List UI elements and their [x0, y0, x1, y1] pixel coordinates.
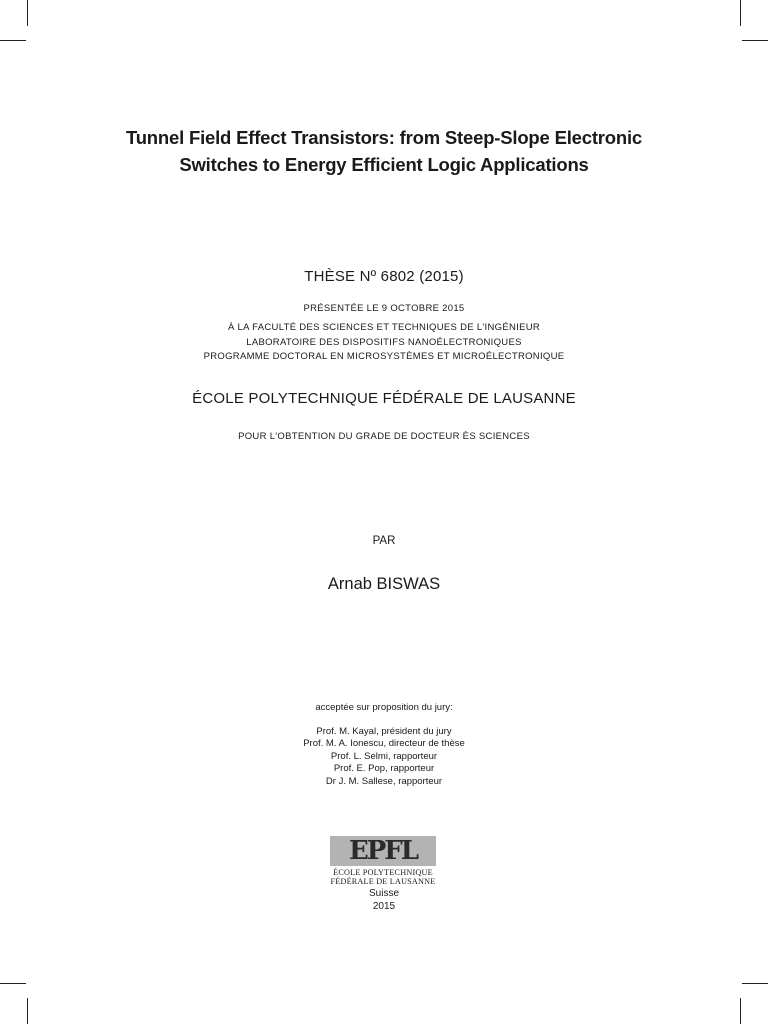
country: Suisse: [368, 888, 399, 899]
jury-member: Prof. E. Pop, rapporteur: [333, 763, 435, 775]
jury-member: Prof. M. Kayal, président du jury: [316, 726, 452, 737]
par-label: PAR: [372, 535, 396, 547]
crop-mark: [742, 40, 768, 41]
crop-mark: [0, 983, 26, 984]
place-and-year: [0, 888, 768, 913]
jury-member: Prof. M. A. Ionescu, directeur de thèse: [303, 738, 465, 750]
school-name: ÉCOLE POLYTECHNIQUE FÉDÉRALE DE LAUSANNE: [192, 390, 576, 407]
author-name: Arnab BISWAS: [327, 575, 441, 593]
thesis-number: THÈSE Nº 6802 (2015): [304, 268, 464, 285]
crop-mark: [740, 0, 741, 26]
faculty-block: [0, 321, 768, 365]
laboratory-line: LABORATOIRE DES DISPOSITIFS NANOÉLECTRONIQUES: [246, 336, 522, 348]
crop-mark: [27, 998, 28, 1024]
crop-mark: [27, 0, 28, 26]
program-line: PROGRAMME DOCTORAL EN MICROSYSTÈMES ET MICROÉLECTRONIQUE: [203, 351, 565, 362]
logo-subtitle-line: ÉCOLE POLYTECHNIQUE: [333, 868, 433, 877]
logo-mark: EPFL: [348, 836, 418, 866]
year: 2015: [372, 900, 396, 912]
presentation-date: PRÉSENTÉE LE 9 OCTOBRE 2015: [303, 303, 465, 314]
jury-intro: acceptée sur proposition du jury:: [315, 702, 453, 713]
thesis-title-line: Switches to Energy Efficient Logic Applications: [179, 154, 589, 175]
logo-subtitle-line: FÉDÉRALE DE LAUSANNE: [330, 877, 436, 886]
logo-subtitle: [330, 868, 436, 886]
degree-line: POUR L'OBTENTION DU GRADE DE DOCTEUR ÈS SCIENCES: [238, 431, 530, 442]
jury-member: Prof. L. Selmi, rapporteur: [330, 750, 438, 762]
jury-member: Dr J. M. Sallese, rapporteur: [325, 775, 443, 787]
crop-mark: [0, 40, 26, 41]
faculty-line: À LA FACULTÉ DES SCIENCES ET TECHNIQUES DE L'INGÉNIEUR: [227, 322, 541, 333]
jury-list: [0, 726, 768, 788]
crop-mark: [742, 983, 768, 984]
crop-mark: [740, 998, 741, 1024]
thesis-title-line: Tunnel Field Effect Transistors: from Steep-Slope Electronic: [125, 127, 643, 148]
thesis-title: [0, 124, 768, 178]
epfl-logo: [330, 836, 436, 886]
